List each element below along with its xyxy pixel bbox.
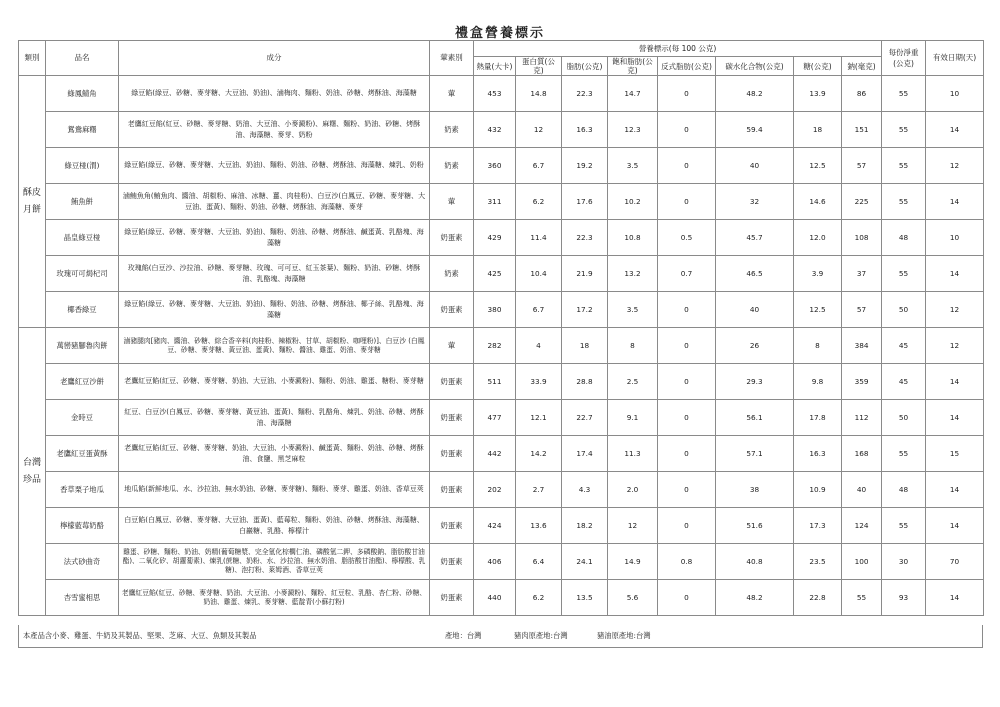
sugar-cell: 14.6 bbox=[794, 184, 842, 220]
sodium-cell: 112 bbox=[842, 400, 882, 436]
carb-cell: 40.8 bbox=[716, 544, 794, 580]
fat-cell: 18.2 bbox=[562, 508, 608, 544]
sodium-cell: 384 bbox=[842, 328, 882, 364]
fat-cell: 4.3 bbox=[562, 472, 608, 508]
protein-cell: 6.4 bbox=[516, 544, 562, 580]
fat-cell: 13.5 bbox=[562, 580, 608, 616]
expiry-cell: 15 bbox=[926, 436, 984, 472]
ingredients-cell: 紅豆、白豆沙(白鳳豆、砂糖、麥芽糖、黃豆油、蛋黃)、麵粉、乳酪角、煉乳、奶油、砂糖、烤酥油、海藻糖 bbox=[119, 400, 430, 436]
product-name: 檸檬藍莓奶酪 bbox=[46, 508, 119, 544]
table-row bbox=[19, 76, 984, 112]
sugar-cell: 10.9 bbox=[794, 472, 842, 508]
expiry-cell: 14 bbox=[926, 400, 984, 436]
product-name: 金時豆 bbox=[46, 400, 119, 436]
ingredients-cell: 老鷹紅豆餡(紅豆、砂糖、麥芽糖、奶油、大豆油、小麥澱粉)、麵粉、奶油、雞蛋、糖粉、麥芽糖 bbox=[119, 364, 430, 400]
category-cell: 酥皮月餅 bbox=[19, 76, 46, 328]
category-cell: 台灣珍品 bbox=[19, 328, 46, 616]
sat-cell: 14.9 bbox=[608, 544, 658, 580]
header-name: 品名 bbox=[46, 41, 119, 76]
carb-cell: 45.7 bbox=[716, 220, 794, 256]
energy-cell: 282 bbox=[474, 328, 516, 364]
sodium-cell: 225 bbox=[842, 184, 882, 220]
product-name: 椰香綠豆 bbox=[46, 292, 119, 328]
energy-cell: 425 bbox=[474, 256, 516, 292]
table-body bbox=[19, 76, 984, 616]
protein-cell: 6.7 bbox=[516, 148, 562, 184]
carb-cell: 40 bbox=[716, 148, 794, 184]
sodium-cell: 100 bbox=[842, 544, 882, 580]
ingredients-cell: 老鷹紅豆餡(紅豆、砂糖、麥芽糖、奶油、大豆油、小麥澱粉)、麵粉、紅豆粒、乳酪、杏仁粉、砂糖、奶油、雞蛋、煉乳、麥芽糖、藍靛青(小蘇打粉) bbox=[119, 580, 430, 616]
table-row bbox=[19, 184, 984, 220]
product-name: 萬巒豬腳魯肉餅 bbox=[46, 328, 119, 364]
weight-cell: 55 bbox=[882, 112, 926, 148]
trans-cell: 0 bbox=[658, 472, 716, 508]
sodium-cell: 57 bbox=[842, 292, 882, 328]
sugar-cell: 8 bbox=[794, 328, 842, 364]
trans-cell: 0 bbox=[658, 328, 716, 364]
diet-cell: 奶素 bbox=[430, 148, 474, 184]
fat-cell: 22.3 bbox=[562, 220, 608, 256]
header-weight: 每份淨重(公克) bbox=[882, 41, 926, 76]
product-name: 鴛鴦麻糬 bbox=[46, 112, 119, 148]
energy-cell: 440 bbox=[474, 580, 516, 616]
fat-cell: 17.4 bbox=[562, 436, 608, 472]
weight-cell: 48 bbox=[882, 220, 926, 256]
trans-cell: 0 bbox=[658, 400, 716, 436]
fat-cell: 21.9 bbox=[562, 256, 608, 292]
carb-cell: 29.3 bbox=[716, 364, 794, 400]
expiry-cell: 14 bbox=[926, 472, 984, 508]
product-name: 老鷹紅豆蛋黃酥 bbox=[46, 436, 119, 472]
sodium-cell: 86 bbox=[842, 76, 882, 112]
trans-cell: 0 bbox=[658, 112, 716, 148]
footer-lard-origin: 豬油原產地:台灣 bbox=[597, 631, 651, 640]
diet-cell: 奶蛋素 bbox=[430, 220, 474, 256]
product-name: 晶皇綠豆椪 bbox=[46, 220, 119, 256]
header-sugar: 糖(公克) bbox=[794, 57, 842, 76]
fat-cell: 22.3 bbox=[562, 76, 608, 112]
weight-cell: 55 bbox=[882, 76, 926, 112]
protein-cell: 2.7 bbox=[516, 472, 562, 508]
header-diet: 葷素別 bbox=[430, 41, 474, 76]
protein-cell: 12.1 bbox=[516, 400, 562, 436]
table-row bbox=[19, 256, 984, 292]
expiry-cell: 14 bbox=[926, 580, 984, 616]
sodium-cell: 55 bbox=[842, 580, 882, 616]
sugar-cell: 12.5 bbox=[794, 148, 842, 184]
carb-cell: 51.6 bbox=[716, 508, 794, 544]
sat-cell: 3.5 bbox=[608, 148, 658, 184]
ingredients-cell: 玫瑰餡(白豆沙、沙拉油、砂糖、麥芽糖、玫瑰、可可豆、紅玉茶葉)、麵粉、奶油、砂糖、烤酥油、乳酪塊、海藻糖 bbox=[119, 256, 430, 292]
energy-cell: 202 bbox=[474, 472, 516, 508]
carb-cell: 40 bbox=[716, 292, 794, 328]
sodium-cell: 40 bbox=[842, 472, 882, 508]
diet-cell: 奶蛋素 bbox=[430, 508, 474, 544]
diet-cell: 奶素 bbox=[430, 256, 474, 292]
footer-origin: 產地：台灣 bbox=[445, 631, 482, 640]
energy-cell: 360 bbox=[474, 148, 516, 184]
carb-cell: 48.2 bbox=[716, 76, 794, 112]
weight-cell: 55 bbox=[882, 256, 926, 292]
fat-cell: 17.2 bbox=[562, 292, 608, 328]
ingredients-cell: 滷鮪魚角(鮪魚肉、醬油、胡椒粉、麻油、冰糖、薑、肉桂粉)、白豆沙(白鳳豆、砂糖、麥芽糖、大豆油、蛋黃)、麵粉、奶油、砂糖、烤酥油、海藻糖、麥芽 bbox=[119, 184, 430, 220]
expiry-cell: 14 bbox=[926, 112, 984, 148]
product-name: 杏雪蜜相思 bbox=[46, 580, 119, 616]
ingredients-cell: 綠豆餡(綠豆、砂糖、麥芽糖、大豆油、奶油)、麵粉、奶油、砂糖、烤酥油、海藻糖、煉乳、奶粉 bbox=[119, 148, 430, 184]
ingredients-cell: 地瓜餡(新鮮地瓜、水、沙拉油、無水奶油、砂糖、麥芽糖)、麵粉、麥芽、雞蛋、奶油、香草豆莢 bbox=[119, 472, 430, 508]
header-category: 類別 bbox=[19, 41, 46, 76]
protein-cell: 6.2 bbox=[516, 184, 562, 220]
sat-cell: 10.8 bbox=[608, 220, 658, 256]
ingredients-cell: 老鷹紅豆餡(紅豆、砂糖、麥芽糖、奶油、大豆油、小麥澱粉)、鹹蛋黃、麵粉、奶油、砂糖、烤酥油、食鹽、黑芝麻粒 bbox=[119, 436, 430, 472]
sugar-cell: 18 bbox=[794, 112, 842, 148]
header-sodium: 鈉(毫克) bbox=[842, 57, 882, 76]
sat-cell: 5.6 bbox=[608, 580, 658, 616]
carb-cell: 57.1 bbox=[716, 436, 794, 472]
expiry-cell: 10 bbox=[926, 76, 984, 112]
protein-cell: 13.6 bbox=[516, 508, 562, 544]
trans-cell: 0 bbox=[658, 184, 716, 220]
header-energy: 熱量(大卡) bbox=[474, 57, 516, 76]
sugar-cell: 17.3 bbox=[794, 508, 842, 544]
sugar-cell: 17.8 bbox=[794, 400, 842, 436]
table-row bbox=[19, 436, 984, 472]
sodium-cell: 151 bbox=[842, 112, 882, 148]
trans-cell: 0 bbox=[658, 436, 716, 472]
ingredients-cell: 綠豆餡(綠豆、砂糖、麥芽糖、大豆油、奶油)、麵粉、奶油、砂糖、烤酥油、椰子絲、乳酪塊、海藻糖 bbox=[119, 292, 430, 328]
carb-cell: 38 bbox=[716, 472, 794, 508]
trans-cell: 0 bbox=[658, 292, 716, 328]
protein-cell: 33.9 bbox=[516, 364, 562, 400]
diet-cell: 葷 bbox=[430, 184, 474, 220]
carb-cell: 32 bbox=[716, 184, 794, 220]
ingredients-cell: 老鷹紅豆餡(紅豆、砂糖、麥芽糖、奶油、大豆油、小麥澱粉)、麻糬、麵粉、奶油、砂糖、烤酥油、海藻糖、麥芽、奶粉 bbox=[119, 112, 430, 148]
header-expiry: 有效日期(天) bbox=[926, 41, 984, 76]
sodium-cell: 37 bbox=[842, 256, 882, 292]
energy-cell: 432 bbox=[474, 112, 516, 148]
trans-cell: 0 bbox=[658, 76, 716, 112]
expiry-cell: 12 bbox=[926, 148, 984, 184]
header-trans-fat: 反式脂肪(公克) bbox=[658, 57, 716, 76]
protein-cell: 11.4 bbox=[516, 220, 562, 256]
trans-cell: 0 bbox=[658, 580, 716, 616]
diet-cell: 奶蛋素 bbox=[430, 364, 474, 400]
product-name: 法式砂曲奇 bbox=[46, 544, 119, 580]
expiry-cell: 12 bbox=[926, 292, 984, 328]
energy-cell: 424 bbox=[474, 508, 516, 544]
sodium-cell: 108 bbox=[842, 220, 882, 256]
sodium-cell: 359 bbox=[842, 364, 882, 400]
table-row bbox=[19, 364, 984, 400]
expiry-cell: 14 bbox=[926, 184, 984, 220]
sodium-cell: 57 bbox=[842, 148, 882, 184]
fat-cell: 19.2 bbox=[562, 148, 608, 184]
nutrition-table bbox=[18, 40, 984, 616]
weight-cell: 55 bbox=[882, 436, 926, 472]
weight-cell: 55 bbox=[882, 184, 926, 220]
protein-cell: 6.7 bbox=[516, 292, 562, 328]
weight-cell: 50 bbox=[882, 292, 926, 328]
trans-cell: 0 bbox=[658, 508, 716, 544]
weight-cell: 45 bbox=[882, 364, 926, 400]
trans-cell: 0.7 bbox=[658, 256, 716, 292]
footer bbox=[18, 625, 983, 648]
trans-cell: 0 bbox=[658, 364, 716, 400]
diet-cell: 奶蛋素 bbox=[430, 292, 474, 328]
diet-cell: 奶蛋素 bbox=[430, 400, 474, 436]
expiry-cell: 10 bbox=[926, 220, 984, 256]
footer-pork-origin: 豬肉原產地:台灣 bbox=[514, 631, 568, 640]
sat-cell: 2.0 bbox=[608, 472, 658, 508]
ingredients-cell: 綠豆餡(綠豆、砂糖、麥芽糖、大豆油、奶油)、麵粉、奶油、砂糖、烤酥油、鹹蛋黃、乳酪塊、海藻糖 bbox=[119, 220, 430, 256]
product-name: 鮪魚餅 bbox=[46, 184, 119, 220]
diet-cell: 葷 bbox=[430, 76, 474, 112]
sugar-cell: 12.0 bbox=[794, 220, 842, 256]
product-name: 老鷹紅豆沙餅 bbox=[46, 364, 119, 400]
table-row bbox=[19, 220, 984, 256]
energy-cell: 311 bbox=[474, 184, 516, 220]
carb-cell: 48.2 bbox=[716, 580, 794, 616]
fat-cell: 17.6 bbox=[562, 184, 608, 220]
ingredients-cell: 白豆餡(白鳳豆、砂糖、麥芽糖、大豆油、蛋黃)、藍莓粒、麵粉、奶油、砂糖、烤酥油、海藻糖、白巖糖、乳酪、檸檬汁 bbox=[119, 508, 430, 544]
energy-cell: 380 bbox=[474, 292, 516, 328]
sugar-cell: 9.8 bbox=[794, 364, 842, 400]
expiry-cell: 12 bbox=[926, 328, 984, 364]
sat-cell: 11.3 bbox=[608, 436, 658, 472]
sugar-cell: 12.5 bbox=[794, 292, 842, 328]
fat-cell: 28.8 bbox=[562, 364, 608, 400]
table-row bbox=[19, 148, 984, 184]
weight-cell: 30 bbox=[882, 544, 926, 580]
sat-cell: 2.5 bbox=[608, 364, 658, 400]
diet-cell: 奶蛋素 bbox=[430, 580, 474, 616]
expiry-cell: 14 bbox=[926, 256, 984, 292]
sugar-cell: 13.9 bbox=[794, 76, 842, 112]
sodium-cell: 168 bbox=[842, 436, 882, 472]
energy-cell: 477 bbox=[474, 400, 516, 436]
table-row bbox=[19, 508, 984, 544]
sat-cell: 12.3 bbox=[608, 112, 658, 148]
table-row bbox=[19, 544, 984, 580]
expiry-cell: 14 bbox=[926, 508, 984, 544]
header-protein: 蛋白質(公克) bbox=[516, 57, 562, 76]
energy-cell: 453 bbox=[474, 76, 516, 112]
diet-cell: 奶蛋素 bbox=[430, 436, 474, 472]
sat-cell: 3.5 bbox=[608, 292, 658, 328]
weight-cell: 55 bbox=[882, 508, 926, 544]
sodium-cell: 124 bbox=[842, 508, 882, 544]
header-carb: 碳水化合物(公克) bbox=[716, 57, 794, 76]
product-name: 玫瑰可可焗杞司 bbox=[46, 256, 119, 292]
weight-cell: 55 bbox=[882, 148, 926, 184]
energy-cell: 406 bbox=[474, 544, 516, 580]
sat-cell: 13.2 bbox=[608, 256, 658, 292]
protein-cell: 6.2 bbox=[516, 580, 562, 616]
energy-cell: 442 bbox=[474, 436, 516, 472]
table-row bbox=[19, 292, 984, 328]
weight-cell: 93 bbox=[882, 580, 926, 616]
footer-allergen: 本產品含小麥、雞蛋、牛奶及其製品、堅果、芝麻、大豆、魚類及其製品 bbox=[23, 631, 257, 640]
sat-cell: 10.2 bbox=[608, 184, 658, 220]
expiry-cell: 70 bbox=[926, 544, 984, 580]
carb-cell: 26 bbox=[716, 328, 794, 364]
weight-cell: 45 bbox=[882, 328, 926, 364]
protein-cell: 10.4 bbox=[516, 256, 562, 292]
header-ingredients: 成分 bbox=[119, 41, 430, 76]
ingredients-cell: 滷豬腿肉[豬肉、醬油、砂糖、綜合香辛料(肉桂粉、辣椒粉、甘草、胡椒粉、咖哩粉)]、白豆沙 (白鳳豆、砂糖、麥芽糖、黃豆油、蛋黃)、麵粉、醬油、雞蛋、奶油、麥芽糖 bbox=[119, 328, 430, 364]
trans-cell: 0.5 bbox=[658, 220, 716, 256]
table-row bbox=[19, 328, 984, 364]
protein-cell: 14.2 bbox=[516, 436, 562, 472]
sat-cell: 8 bbox=[608, 328, 658, 364]
trans-cell: 0.8 bbox=[658, 544, 716, 580]
protein-cell: 12 bbox=[516, 112, 562, 148]
sugar-cell: 16.3 bbox=[794, 436, 842, 472]
sat-cell: 14.7 bbox=[608, 76, 658, 112]
fat-cell: 18 bbox=[562, 328, 608, 364]
header-sat-fat: 飽和脂肪(公克) bbox=[608, 57, 658, 76]
energy-cell: 429 bbox=[474, 220, 516, 256]
product-name: 綠豆椪(渭) bbox=[46, 148, 119, 184]
energy-cell: 511 bbox=[474, 364, 516, 400]
sat-cell: 9.1 bbox=[608, 400, 658, 436]
weight-cell: 48 bbox=[882, 472, 926, 508]
protein-cell: 4 bbox=[516, 328, 562, 364]
product-name: 香草栗子地瓜 bbox=[46, 472, 119, 508]
diet-cell: 奶素 bbox=[430, 112, 474, 148]
carb-cell: 46.5 bbox=[716, 256, 794, 292]
fat-cell: 22.7 bbox=[562, 400, 608, 436]
table-row bbox=[19, 580, 984, 616]
diet-cell: 葷 bbox=[430, 328, 474, 364]
ingredients-cell: 綠豆餡(綠豆、砂糖、麥芽糖、大豆油、奶油)、滷梅肉、麵粉、奶油、砂糖、烤酥油、海藻糖 bbox=[119, 76, 430, 112]
diet-cell: 奶蛋素 bbox=[430, 472, 474, 508]
header-nutrition-group: 營養標示(每 100 公克) bbox=[474, 41, 882, 57]
diet-cell: 奶蛋素 bbox=[430, 544, 474, 580]
table-row bbox=[19, 472, 984, 508]
weight-cell: 50 bbox=[882, 400, 926, 436]
fat-cell: 24.1 bbox=[562, 544, 608, 580]
protein-cell: 14.8 bbox=[516, 76, 562, 112]
table-row bbox=[19, 112, 984, 148]
sugar-cell: 22.8 bbox=[794, 580, 842, 616]
trans-cell: 0 bbox=[658, 148, 716, 184]
sugar-cell: 23.5 bbox=[794, 544, 842, 580]
product-name: 綠鳳鯖角 bbox=[46, 76, 119, 112]
carb-cell: 59.4 bbox=[716, 112, 794, 148]
fat-cell: 16.3 bbox=[562, 112, 608, 148]
sat-cell: 12 bbox=[608, 508, 658, 544]
table-row bbox=[19, 400, 984, 436]
page-title: 禮盒營養標示 bbox=[454, 26, 545, 41]
carb-cell: 56.1 bbox=[716, 400, 794, 436]
ingredients-cell: 雞蛋、砂糖、麵粉、奶油、奶精(葡萄糖漿、完全氫化棕櫚仁油、磷酸氫二鉀、多磷酸鈉、脂肪酸甘油酯)、二氧化矽、胡蘿蔔素)、煉乳(蔗糖、奶粉、水、沙拉油、無水奶油、脂肪酸甘油酯)、檸檬酸、乳糖)、泡打粉、萊姆酒、香草豆莢 bbox=[119, 544, 430, 580]
header-fat: 脂肪(公克) bbox=[562, 57, 608, 76]
sugar-cell: 3.9 bbox=[794, 256, 842, 292]
expiry-cell: 14 bbox=[926, 364, 984, 400]
